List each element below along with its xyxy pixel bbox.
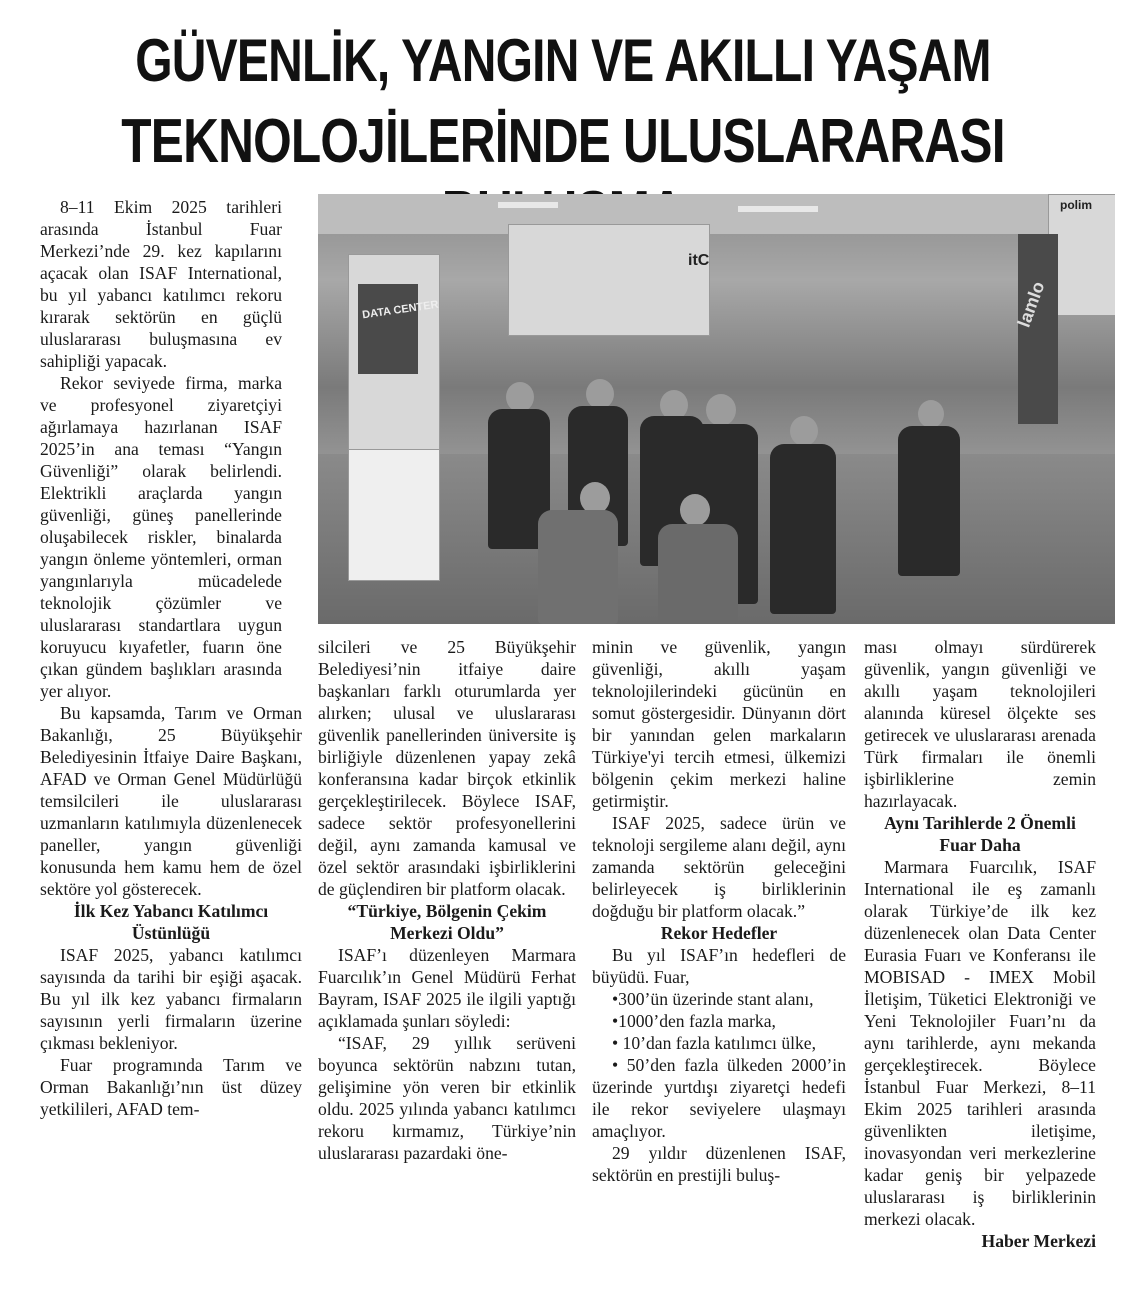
subheading: Aynı Tarihlerde 2 Önemli Fuar Daha <box>884 813 1076 855</box>
photo-counter <box>348 449 440 581</box>
headline-line-2: TEKNOLOJİLERİNDE ULUSLARARASI <box>121 107 1005 176</box>
photo-person <box>770 444 836 614</box>
photo-ceiling <box>318 194 1115 234</box>
paragraph: Bu kapsamda, Tarım ve Orman Bakanlığı, 25 Büyükşehir Belediyesinin İtfaiye Daire Başkanı, AFAD ve Orman Genel Müdürlüğü temsilcileri ile uluslararası uzmanların katılımıyla düzenlenecek paneller, yangın güvenliği konusunda hem kamu hem de özel sektöre yol gösterecek. <box>40 703 302 899</box>
subheading: Rekor Hedefler <box>660 923 778 943</box>
paragraph: “ISAF, 29 yıllık serüveni boyunca sektörün nabzını tutan, gelişimine yön veren bir etkinlik oldu. 2025 yılında yabancı katılımcı rekoru kırmamız, Türkiye’nin uluslararası pazardaki öne- <box>318 1033 576 1163</box>
paragraph: ISAF’ı düzenleyen Marmara Fuarcılık’ın Genel Müdürü Ferhat Bayram, ISAF 2025 ile ilgili yaptığı açıklamada şunları söyledi: <box>318 945 576 1031</box>
photo-person-head <box>680 494 710 526</box>
column-3 <box>592 636 846 1186</box>
photo-person-head <box>790 416 818 446</box>
photo-sign-polim: polim <box>1060 198 1092 212</box>
photo-sign-lamlo: lamlo <box>1013 278 1049 330</box>
photo-person <box>898 426 960 576</box>
bullet-item: •300’ün üzerinde stant alanı, <box>612 989 814 1009</box>
photo-photographer <box>538 510 618 624</box>
subheading: “Türkiye, Bölgenin Çekim Merkezi Oldu” <box>347 901 547 943</box>
photo-light <box>738 206 818 212</box>
paragraph: Marmara Fuarcılık, ISAF International ile eş zamanlı olarak Türkiye’de ilk kez düzenlenecek olan Data Center Eurasia Fuarı ve Konferansı ile MOBISAD - IMEX Mobil İletişim, Tüketici Elektroniği ve Yeni Teknolojiler Fuarı’nı da aynı tarihlerde, aynı mekanda gerçekleştirecek. Böylece İstanbul Fuar Merkezi, 8–11 Ekim 2025 tarihleri arasında güvenlikten iletişime, inovasyondan veri merkezlerine kadar geniş bir yelpazede uluslararası iş birliklerinin merkezi olacak. <box>864 857 1096 1229</box>
photo-sign-datacenter: DATA CENTER <box>361 298 440 322</box>
headline-line-1: GÜVENLİK, YANGIN VE AKILLI YAŞAM <box>135 27 991 94</box>
bullet-item: •1000’den fazla marka, <box>612 1011 776 1031</box>
photo-person-head <box>918 400 944 428</box>
photo-booth <box>508 224 710 336</box>
photo-person-vest <box>658 524 738 624</box>
photo-sign-itc: itC <box>688 252 710 269</box>
paragraph: 29 yıldır düzenlenen ISAF, sektörün en prestijli buluş- <box>592 1143 846 1185</box>
subheading: İlk Kez Yabancı Katılımcı Üstünlüğü <box>73 901 269 943</box>
paragraph: ması olmayı sürdürerek güvenlik, yangın güvenliği ve akıllı yaşam teknolojileri alanında küresel ölçekte ses getirecek ve uluslararası arenada Türk firmaları ile önemli işbirliklerine zemin hazırlayacak. <box>864 637 1096 811</box>
photo-person-head <box>586 379 614 409</box>
photo-wall <box>1018 234 1058 424</box>
bullet-item: • 10’dan fazla katılımcı ülke, <box>612 1033 817 1053</box>
photo-light <box>498 202 558 208</box>
column-1 <box>40 196 302 1120</box>
paragraph: silcileri ve 25 Büyükşehir Belediyesi’nin itfaiye daire başkanları farklı oturumlarda yer alırken; ulusal ve uluslararası güvenlik panellerinden üniversite iş birliğiyle düzenlenen yapay zekâ konferansına kadar birçok etkinlik gerçekleştirilecek. Böylece ISAF, sadece sektör profesyonellerini değil, aynı zamanda kamusal ve özel sektör arasındaki işbirliklerini de güçlendiren bir platform olacak. <box>318 637 576 899</box>
photo-person-head <box>706 394 736 426</box>
paragraph: Rekor seviyede firma, marka ve profesyonel ziyaretçiyi ağırlamaya hazırlanan ISAF 2025’in ana teması “Yangın Güvenliği” olarak belirlendi. Elektrikli araçlarda yangın güvenliği, güneş panellerinde oluşabilecek riskler, binalarda yangın önleme yöntemleri, orman yangınlarıyla mücadelede teknolojik çözümler ve uluslararası standartlara uygun koruyucu kıyafetler, fuarın öne çıkan gündem başlıkları arasında yer alıyor. <box>40 373 282 701</box>
byline: Haber Merkezi <box>981 1231 1096 1251</box>
paragraph: Bu yıl ISAF’ın hedefleri de büyüdü. Fuar, <box>592 945 846 987</box>
photo-screen <box>358 284 418 374</box>
paragraph: minin ve güvenlik, yangın güvenliği, akıllı yaşam teknolojilerindeki gücünün en somut göstergesidir. Dünyanın dört bir yanından gelen markaların Türkiye'yi tercih etmesi, ülkemizi bölgenin çekim merkezi haline getirmiştir. <box>592 637 846 811</box>
paragraph: ISAF 2025, sadece ürün ve teknoloji sergileme alanı değil, aynı zamanda sektörün geleceğini belirleyecek iş birliklerinin doğduğu bir platform olacak.” <box>592 813 846 921</box>
paragraph: 8–11 Ekim 2025 tarihleri arasında İstanbul Fuar Merkezi’nde 29. kez kapılarını açacak olan ISAF International, bu yıl yabancı katılımcı rekoru kırarak sektörün en güçlü uluslararası buluşmasına ev sahipliği yapacak. <box>40 197 282 371</box>
bullet-item: • 50’den fazla ülkeden 2000’in üzerinde yurtdışı ziyaretçi hedefi ile rekor seviyelere ulaşmayı amaçlıyor. <box>592 1055 846 1141</box>
fair-photo <box>318 194 1115 624</box>
photo-booth <box>1048 194 1115 316</box>
photo-person-head <box>506 382 534 412</box>
column-2 <box>318 636 576 1164</box>
paragraph: ISAF 2025, yabancı katılımcı sayısında da tarihi bir eşiği aşacak. Bu yıl ilk kez yabancı firmaların sayısının yerli firmaların üzerine çıkması bekleniyor. <box>40 945 302 1053</box>
column-4 <box>864 636 1096 1252</box>
paragraph: Fuar programında Tarım ve Orman Bakanlığı’nın üst düzey yetkilileri, AFAD tem- <box>40 1055 302 1119</box>
